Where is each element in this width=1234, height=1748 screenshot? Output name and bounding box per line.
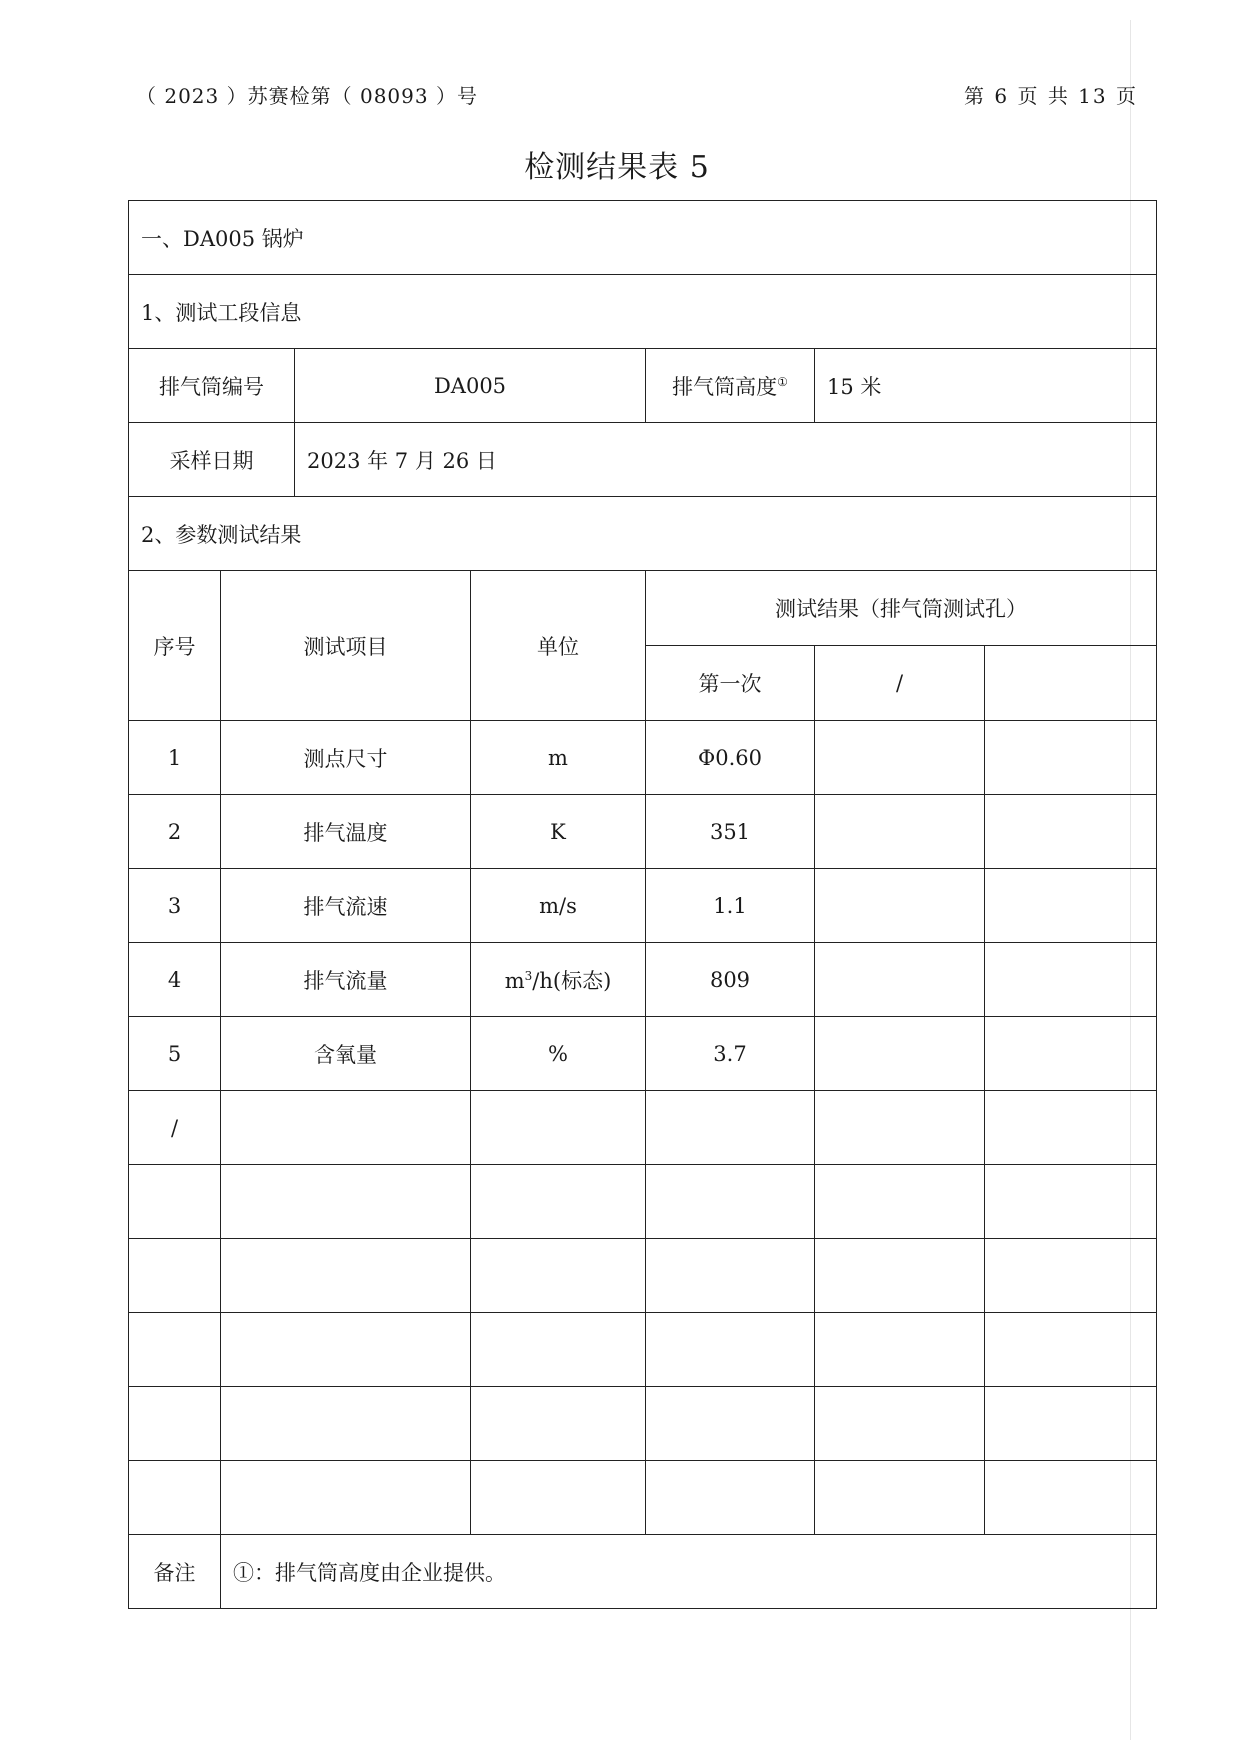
row-unit — [471, 1091, 646, 1165]
page-number: 第 6 页 共 13 页 — [964, 84, 1138, 108]
result-table — [128, 200, 1157, 1609]
header-result-group: 测试结果（排气筒测试孔） — [646, 571, 1157, 646]
row-value-2 — [815, 869, 985, 943]
row-seq: 3 — [129, 869, 221, 943]
row-value-3 — [985, 721, 1157, 795]
row-item: 含氧量 — [221, 1017, 471, 1091]
row-value-2 — [815, 1017, 985, 1091]
stack-no-label: 排气筒编号 — [129, 349, 295, 423]
sample-date-label: 采样日期 — [129, 423, 295, 497]
row-value-2 — [815, 1091, 985, 1165]
empty-row — [129, 1387, 1157, 1461]
row-value-3 — [985, 869, 1157, 943]
sample-date-value: 2023 年 7 月 26 日 — [295, 423, 1157, 497]
row-value-2 — [815, 795, 985, 869]
section-title-info: 1、测试工段信息 — [129, 275, 1157, 349]
row-unit: $m^3/h$(标态) — [471, 943, 646, 1017]
empty-row — [129, 1313, 1157, 1387]
row-value-1 — [646, 1091, 815, 1165]
row-seq: 1 — [129, 721, 221, 795]
table-row — [129, 795, 1157, 869]
empty-row — [129, 1239, 1157, 1313]
remarks-label: 备注 — [129, 1535, 221, 1609]
row-unit: K — [471, 795, 646, 869]
table-row — [129, 721, 1157, 795]
row-value-2 — [815, 721, 985, 795]
stack-height-label: 排气筒高度① — [646, 349, 815, 423]
row-value-3 — [985, 1017, 1157, 1091]
row-value-2 — [815, 943, 985, 1017]
remarks-text: ①：排气筒高度由企业提供。 — [221, 1535, 1157, 1609]
row-unit: m/s — [471, 869, 646, 943]
row-value-1: 1.1 — [646, 869, 815, 943]
empty-row — [129, 1165, 1157, 1239]
row-item: 排气流量 — [221, 943, 471, 1017]
row-value-1: 351 — [646, 795, 815, 869]
header-unit: 单位 — [471, 571, 646, 721]
stack-no-value: DA005 — [295, 349, 646, 423]
empty-row — [129, 1461, 1157, 1535]
row-unit: m — [471, 721, 646, 795]
table-row — [129, 1091, 1157, 1165]
row-item: 测点尺寸 — [221, 721, 471, 795]
header-third — [985, 646, 1157, 721]
table-row — [129, 943, 1157, 1017]
row-unit: % — [471, 1017, 646, 1091]
row-seq: / — [129, 1091, 221, 1165]
section-title-boiler: 一、DA005 锅炉 — [129, 201, 1157, 275]
row-seq: 2 — [129, 795, 221, 869]
header-first: 第一次 — [646, 646, 815, 721]
header-second: / — [815, 646, 985, 721]
row-value-3 — [985, 1091, 1157, 1165]
row-item: 排气温度 — [221, 795, 471, 869]
document-number: （ 2023 ）苏赛检第（ 08093 ）号 — [136, 84, 478, 108]
row-value-1: Φ0.60 — [646, 721, 815, 795]
row-value-3 — [985, 795, 1157, 869]
footnote-mark: ① — [777, 374, 788, 389]
row-value-1: 3.7 — [646, 1017, 815, 1091]
row-seq: 4 — [129, 943, 221, 1017]
row-seq: 5 — [129, 1017, 221, 1091]
section-title-params: 2、参数测试结果 — [129, 497, 1157, 571]
row-value-1: 809 — [646, 943, 815, 1017]
stack-height-value: 15 米 — [815, 349, 1157, 423]
row-item — [221, 1091, 471, 1165]
row-item: 排气流速 — [221, 869, 471, 943]
row-value-3 — [985, 943, 1157, 1017]
table-row — [129, 869, 1157, 943]
header-item: 测试项目 — [221, 571, 471, 721]
header-seq: 序号 — [129, 571, 221, 721]
page-title: 检测结果表 5 — [524, 150, 710, 185]
table-row — [129, 1017, 1157, 1091]
